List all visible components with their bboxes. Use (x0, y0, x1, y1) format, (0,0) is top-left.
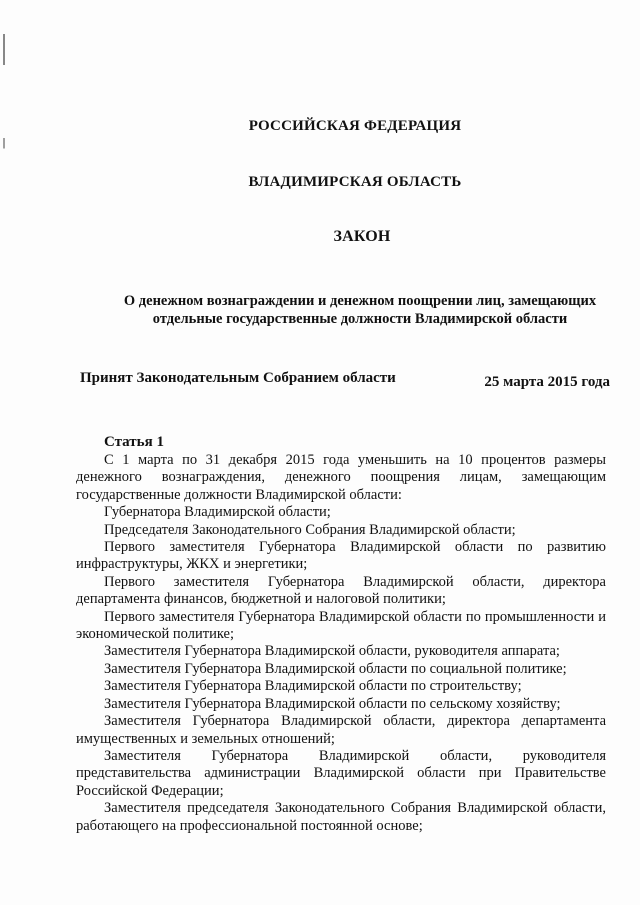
law-title-line: отдельные государственные должности Владимирской области (152, 311, 568, 327)
paragraph: Первого заместителя Губернатора Владимирской области по развитию инфраструктуры, ЖКХ и энергетики; (76, 539, 606, 573)
scan-margin-mark (3, 34, 5, 554)
article-body (76, 452, 606, 835)
paragraph: Заместителя Губернатора Владимирской области, руководителя аппарата; (104, 643, 560, 660)
paragraph: Губернатора Владимирской области; (104, 504, 331, 521)
law-title (100, 292, 620, 328)
adopted-date: 25 марта 2015 года (484, 374, 610, 390)
document-type-heading: ЗАКОН (333, 228, 391, 245)
country-heading: РОССИЙСКАЯ ФЕДЕРАЦИЯ (248, 118, 462, 134)
paragraph: Заместителя Губернатора Владимирской области по сельскому хозяйству; (104, 695, 561, 712)
paragraph: Заместителя председателя Законодательного Собрания Владимирской области, работающего на профессиональной постоянной основе; (76, 800, 606, 834)
paragraph: Заместителя Губернатора Владимирской области, руководителя представительства администрации Владимирской области при Правительстве Российской Федерации; (76, 747, 606, 799)
article-heading: Статья 1 (104, 434, 164, 450)
law-title-line: О денежном вознаграждении и денежном поощрении лиц, замещающих (123, 293, 597, 309)
paragraph: Председателя Законодательного Собрания Владимирской области; (104, 521, 516, 538)
paragraph: С 1 марта по 31 декабря 2015 года уменьшить на 10 процентов размеры денежного вознаграждения, денежного поощрения лицам, замещающим государственные должности Владимирской области: (76, 452, 606, 503)
paragraph: Первого заместителя Губернатора Владимирской области, директора департамента финансов, бюджетной и налоговой политики; (76, 573, 606, 608)
paragraph: Заместителя Губернатора Владимирской области по социальной политике; (104, 660, 567, 677)
region-heading: ВЛАДИМИРСКАЯ ОБЛАСТЬ (248, 174, 462, 190)
paragraph: Заместителя Губернатора Владимирской области по строительству; (104, 678, 522, 695)
paragraph: Первого заместителя Губернатора Владимирской области по промышленности и экономической политике; (76, 608, 606, 643)
paragraph: Заместителя Губернатора Владимирской области, директора департамента имущественных и земельных отношений; (76, 713, 606, 747)
adopted-by: Принят Законодательным Собранием области (80, 370, 396, 386)
